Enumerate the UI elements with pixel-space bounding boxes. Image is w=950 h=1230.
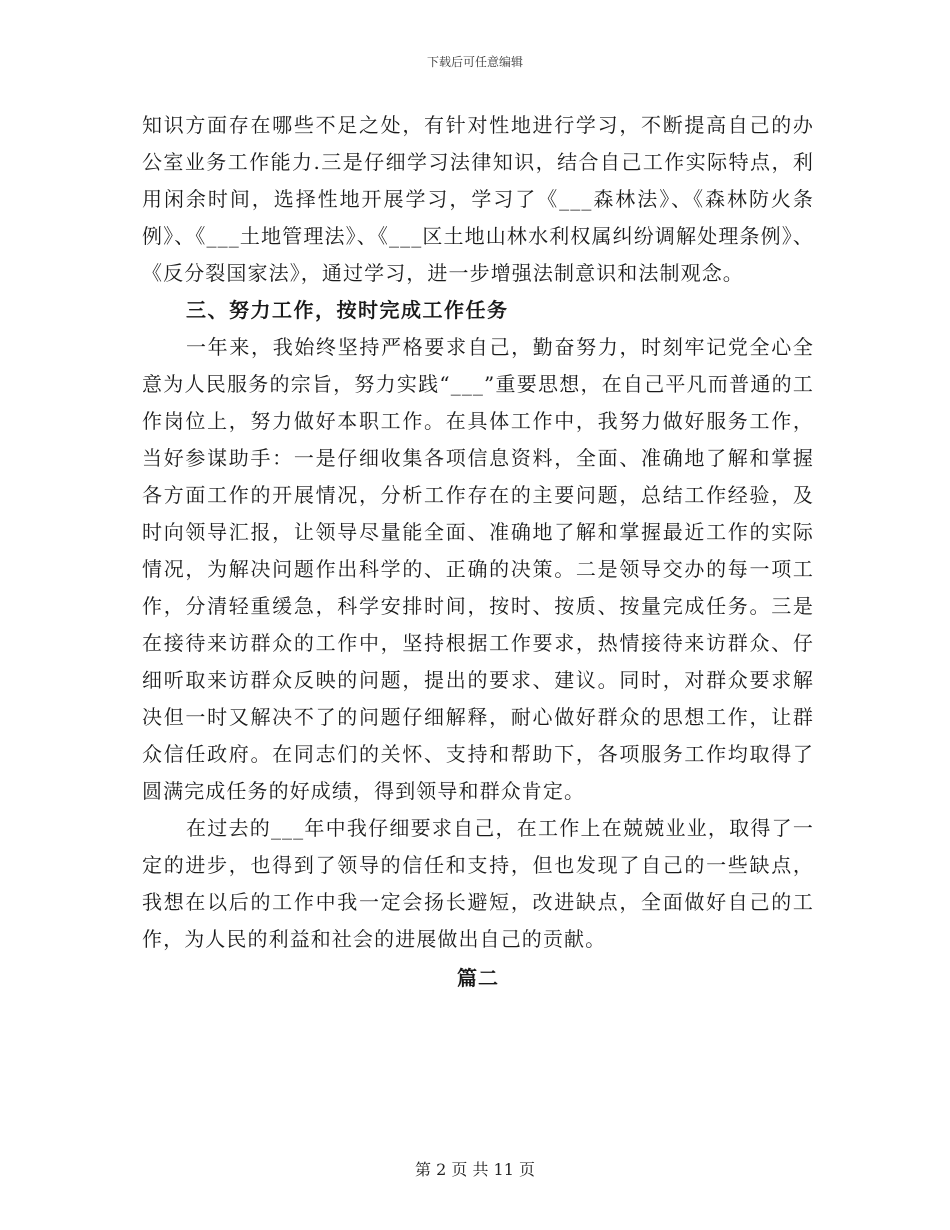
document-body	[142, 107, 814, 997]
paragraph-legal-study: 知识方面存在哪些不足之处，有针对性地进行学习，不断提高自己的办公室业务工作能力.三是仔细学习法律知识，结合自己工作实际特点，利用闲余时间，选择性地开展学习，学习了《___森林法》、《森林防火条例》、《___土地管理法》、《___区土地山林水利权属纠纷调解处理条例》、《反分裂国家法》，通过学习，进一步增强法制意识和法制观念。	[142, 113, 814, 285]
paragraph-work-service: 一年来，我始终坚持严格要求自己，勤奋努力，时刻牢记党全心全意为人民服务的宗旨，努力实践“___”重要思想，在自己平凡而普通的工作岗位上，努力做好本职工作。在具体工作中，我努力做好服务工作，当好参谋助手：一是仔细收集各项信息资料，全面、准确地了解和掌握各方面工作的开展情况，分析工作存在的主要问题，总结工作经验，及时向领导汇报，让领导尽量能全面、准确地了解和掌握最近工作的实际情况，为解决问题作出科学的、正确的决策。二是领导交办的每一项工作，分清轻重缓急，科学安排时间，按时、按质、按量完成任务。三是在接待来访群众的工作中，坚持根据工作要求，热情接待来访群众、仔细听取来访群众反映的问题，提出的要求、建议。同时，对群众要求解决但一时又解决不了的问题仔细解释，耐心做好群众的思想工作，让群众信任政府。在同志们的关怀、支持和帮助下，各项服务工作均取得了圆满完成任务的好成绩，得到领导和群众肯定。	[142, 335, 814, 803]
page-header-note: 下载后可任意编辑	[426, 55, 523, 69]
paragraph-summary: 在过去的___年中我仔细要求自己，在工作上在兢兢业业，取得了一定的进步，也得到了领导的信任和支持，但也发现了自己的一些缺点，我想在以后的工作中我一定会扬长避短，改进缺点，全面做好自己的工作，为人民的利益和社会的进展做出自己的贡献。	[142, 816, 814, 951]
page-footer: 第 2 页 共 11 页	[415, 1160, 535, 1179]
section-title-part-two: 篇二	[457, 966, 499, 990]
section-heading-work-tasks: 三、努力工作，按时完成工作任务	[186, 298, 509, 322]
